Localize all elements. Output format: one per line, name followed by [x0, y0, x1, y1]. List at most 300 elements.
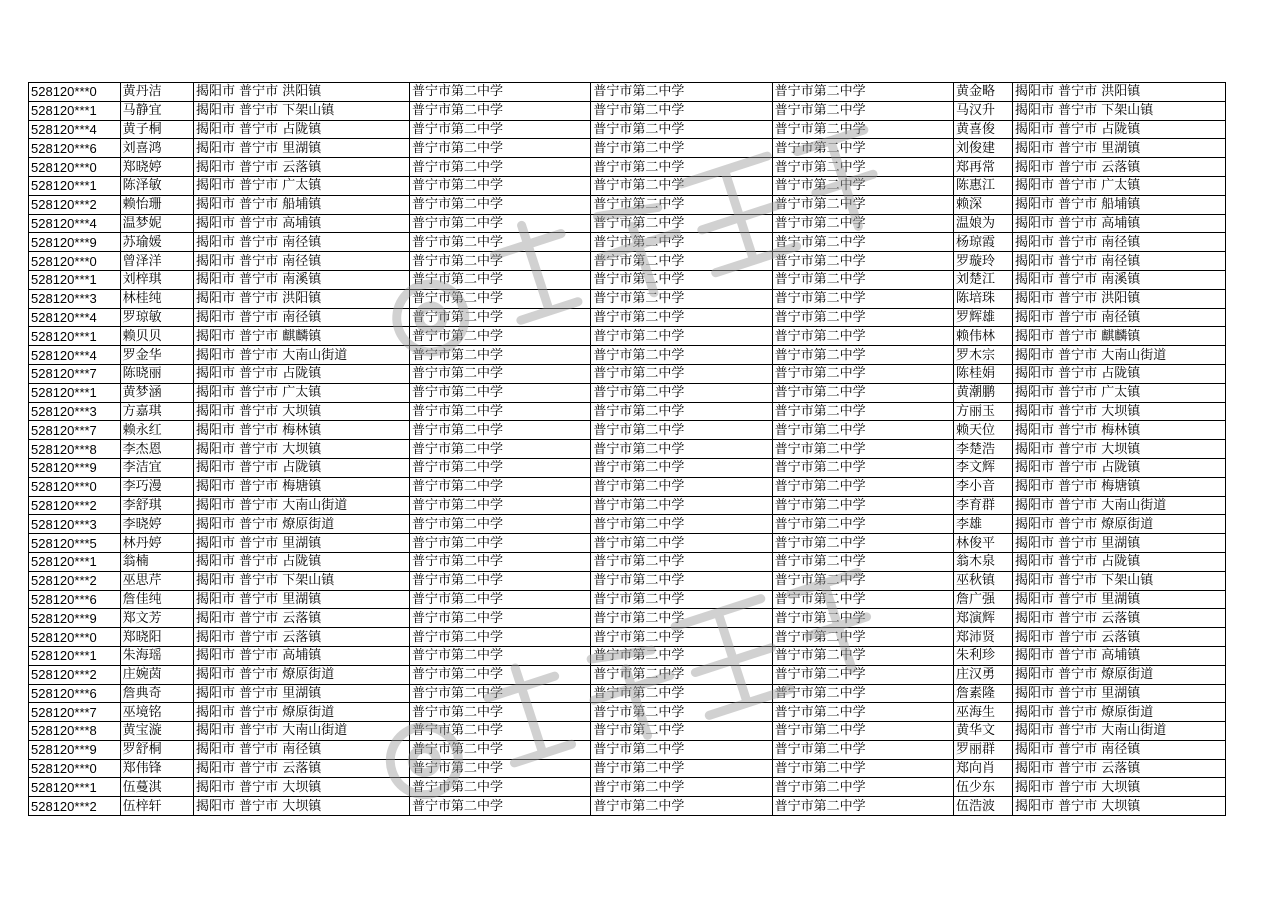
- id-number-cell: 528120***0: [29, 759, 121, 778]
- school-cell-1: 普宁市第二中学: [409, 778, 590, 797]
- school-cell-1: 普宁市第二中学: [409, 327, 590, 346]
- guardian-name-cell: 郑沛贤: [953, 628, 1012, 647]
- table-row: [29, 740, 1226, 759]
- school-cell-3: 普宁市第二中学: [772, 402, 953, 421]
- school-cell-2: 普宁市第二中学: [591, 646, 772, 665]
- table-row: [29, 440, 1226, 459]
- school-cell-1: 普宁市第二中学: [409, 101, 590, 120]
- student-address-cell: 揭阳市 普宁市 燎原街道: [194, 665, 410, 684]
- school-cell-2: 普宁市第二中学: [591, 740, 772, 759]
- school-cell-3: 普宁市第二中学: [772, 308, 953, 327]
- school-cell-1: 普宁市第二中学: [409, 684, 590, 703]
- school-cell-3: 普宁市第二中学: [772, 740, 953, 759]
- school-cell-1: 普宁市第二中学: [409, 421, 590, 440]
- table-row: [29, 327, 1226, 346]
- student-name-cell: 刘梓琪: [120, 270, 193, 289]
- table-row: [29, 665, 1226, 684]
- student-address-cell: 揭阳市 普宁市 占陇镇: [194, 552, 410, 571]
- student-name-cell: 罗琼敏: [120, 308, 193, 327]
- school-cell-1: 普宁市第二中学: [409, 83, 590, 102]
- school-cell-1: 普宁市第二中学: [409, 646, 590, 665]
- table-row: [29, 270, 1226, 289]
- table-row: [29, 364, 1226, 383]
- school-cell-1: 普宁市第二中学: [409, 270, 590, 289]
- id-number-cell: 528120***6: [29, 684, 121, 703]
- school-cell-3: 普宁市第二中学: [772, 684, 953, 703]
- student-address-cell: 揭阳市 普宁市 高埔镇: [194, 214, 410, 233]
- guardian-name-cell: 朱利珍: [953, 646, 1012, 665]
- guardian-address-cell: 揭阳市 普宁市 麒麟镇: [1013, 327, 1226, 346]
- table-row: [29, 797, 1226, 816]
- id-number-cell: 528120***9: [29, 458, 121, 477]
- student-address-cell: 揭阳市 普宁市 大坝镇: [194, 778, 410, 797]
- school-cell-2: 普宁市第二中学: [591, 421, 772, 440]
- guardian-address-cell: 揭阳市 普宁市 南径镇: [1013, 740, 1226, 759]
- school-cell-3: 普宁市第二中学: [772, 158, 953, 177]
- roster-sheet: [28, 82, 1226, 816]
- student-address-cell: 揭阳市 普宁市 下架山镇: [194, 101, 410, 120]
- guardian-name-cell: 巫海生: [953, 703, 1012, 722]
- guardian-name-cell: 李楚浩: [953, 440, 1012, 459]
- student-address-cell: 揭阳市 普宁市 大坝镇: [194, 402, 410, 421]
- school-cell-1: 普宁市第二中学: [409, 289, 590, 308]
- id-number-cell: 528120***1: [29, 552, 121, 571]
- id-number-cell: 528120***6: [29, 590, 121, 609]
- guardian-address-cell: 揭阳市 普宁市 占陇镇: [1013, 120, 1226, 139]
- guardian-address-cell: 揭阳市 普宁市 大坝镇: [1013, 778, 1226, 797]
- school-cell-2: 普宁市第二中学: [591, 552, 772, 571]
- school-cell-3: 普宁市第二中学: [772, 195, 953, 214]
- guardian-address-cell: 揭阳市 普宁市 里湖镇: [1013, 534, 1226, 553]
- school-cell-1: 普宁市第二中学: [409, 571, 590, 590]
- table-row: [29, 552, 1226, 571]
- roster-body: [29, 83, 1226, 816]
- school-cell-3: 普宁市第二中学: [772, 759, 953, 778]
- table-row: [29, 684, 1226, 703]
- guardian-name-cell: 李雄: [953, 515, 1012, 534]
- school-cell-2: 普宁市第二中学: [591, 703, 772, 722]
- student-name-cell: 黄子桐: [120, 120, 193, 139]
- id-number-cell: 528120***0: [29, 83, 121, 102]
- school-cell-1: 普宁市第二中学: [409, 402, 590, 421]
- guardian-address-cell: 揭阳市 普宁市 广太镇: [1013, 383, 1226, 402]
- id-number-cell: 528120***0: [29, 252, 121, 271]
- guardian-name-cell: 詹素隆: [953, 684, 1012, 703]
- student-name-cell: 伍蔓淇: [120, 778, 193, 797]
- table-row: [29, 703, 1226, 722]
- school-cell-1: 普宁市第二中学: [409, 703, 590, 722]
- student-address-cell: 揭阳市 普宁市 云落镇: [194, 609, 410, 628]
- student-address-cell: 揭阳市 普宁市 大南山街道: [194, 496, 410, 515]
- school-cell-3: 普宁市第二中学: [772, 83, 953, 102]
- student-name-cell: 罗舒桐: [120, 740, 193, 759]
- student-address-cell: 揭阳市 普宁市 占陇镇: [194, 458, 410, 477]
- school-cell-1: 普宁市第二中学: [409, 740, 590, 759]
- student-name-cell: 詹佳纯: [120, 590, 193, 609]
- guardian-address-cell: 揭阳市 普宁市 广太镇: [1013, 176, 1226, 195]
- school-cell-1: 普宁市第二中学: [409, 477, 590, 496]
- school-cell-1: 普宁市第二中学: [409, 515, 590, 534]
- school-cell-1: 普宁市第二中学: [409, 534, 590, 553]
- student-address-cell: 揭阳市 普宁市 南径镇: [194, 740, 410, 759]
- table-row: [29, 628, 1226, 647]
- guardian-name-cell: 罗辉雄: [953, 308, 1012, 327]
- student-name-cell: 李杰恩: [120, 440, 193, 459]
- school-cell-3: 普宁市第二中学: [772, 590, 953, 609]
- school-cell-1: 普宁市第二中学: [409, 383, 590, 402]
- guardian-name-cell: 温娘为: [953, 214, 1012, 233]
- table-row: [29, 120, 1226, 139]
- id-number-cell: 528120***2: [29, 665, 121, 684]
- school-cell-2: 普宁市第二中学: [591, 609, 772, 628]
- student-address-cell: 揭阳市 普宁市 南径镇: [194, 252, 410, 271]
- guardian-address-cell: 揭阳市 普宁市 燎原街道: [1013, 703, 1226, 722]
- guardian-address-cell: 揭阳市 普宁市 占陇镇: [1013, 364, 1226, 383]
- school-cell-2: 普宁市第二中学: [591, 722, 772, 741]
- table-row: [29, 402, 1226, 421]
- id-number-cell: 528120***1: [29, 646, 121, 665]
- id-number-cell: 528120***2: [29, 571, 121, 590]
- id-number-cell: 528120***8: [29, 722, 121, 741]
- guardian-name-cell: 陈培珠: [953, 289, 1012, 308]
- school-cell-3: 普宁市第二中学: [772, 383, 953, 402]
- table-row: [29, 421, 1226, 440]
- school-cell-3: 普宁市第二中学: [772, 609, 953, 628]
- guardian-address-cell: 揭阳市 普宁市 洪阳镇: [1013, 289, 1226, 308]
- school-cell-3: 普宁市第二中学: [772, 176, 953, 195]
- id-number-cell: 528120***7: [29, 421, 121, 440]
- school-cell-2: 普宁市第二中学: [591, 139, 772, 158]
- school-cell-2: 普宁市第二中学: [591, 214, 772, 233]
- school-cell-3: 普宁市第二中学: [772, 139, 953, 158]
- student-name-cell: 李舒琪: [120, 496, 193, 515]
- school-cell-3: 普宁市第二中学: [772, 214, 953, 233]
- student-address-cell: 揭阳市 普宁市 梅林镇: [194, 421, 410, 440]
- guardian-name-cell: 赖天位: [953, 421, 1012, 440]
- student-name-cell: 郑晓婷: [120, 158, 193, 177]
- school-cell-1: 普宁市第二中学: [409, 158, 590, 177]
- guardian-address-cell: 揭阳市 普宁市 里湖镇: [1013, 590, 1226, 609]
- guardian-address-cell: 揭阳市 普宁市 南溪镇: [1013, 270, 1226, 289]
- table-row: [29, 778, 1226, 797]
- school-cell-2: 普宁市第二中学: [591, 684, 772, 703]
- school-cell-2: 普宁市第二中学: [591, 797, 772, 816]
- id-number-cell: 528120***4: [29, 214, 121, 233]
- student-name-cell: 曾泽洋: [120, 252, 193, 271]
- id-number-cell: 528120***0: [29, 158, 121, 177]
- student-address-cell: 揭阳市 普宁市 燎原街道: [194, 515, 410, 534]
- school-cell-2: 普宁市第二中学: [591, 759, 772, 778]
- student-name-cell: 庄婉茵: [120, 665, 193, 684]
- id-number-cell: 528120***2: [29, 496, 121, 515]
- school-cell-3: 普宁市第二中学: [772, 327, 953, 346]
- table-row: [29, 496, 1226, 515]
- school-cell-1: 普宁市第二中学: [409, 252, 590, 271]
- table-row: [29, 759, 1226, 778]
- guardian-name-cell: 郑再常: [953, 158, 1012, 177]
- school-cell-3: 普宁市第二中学: [772, 703, 953, 722]
- student-address-cell: 揭阳市 普宁市 燎原街道: [194, 703, 410, 722]
- table-row: [29, 252, 1226, 271]
- school-cell-2: 普宁市第二中学: [591, 590, 772, 609]
- school-cell-3: 普宁市第二中学: [772, 346, 953, 365]
- school-cell-2: 普宁市第二中学: [591, 628, 772, 647]
- school-cell-2: 普宁市第二中学: [591, 120, 772, 139]
- student-name-cell: 黄宝漩: [120, 722, 193, 741]
- school-cell-2: 普宁市第二中学: [591, 327, 772, 346]
- student-name-cell: 黄梦涵: [120, 383, 193, 402]
- school-cell-3: 普宁市第二中学: [772, 722, 953, 741]
- guardian-address-cell: 揭阳市 普宁市 大南山街道: [1013, 346, 1226, 365]
- school-cell-2: 普宁市第二中学: [591, 477, 772, 496]
- school-cell-3: 普宁市第二中学: [772, 797, 953, 816]
- school-cell-3: 普宁市第二中学: [772, 552, 953, 571]
- guardian-name-cell: 马汉升: [953, 101, 1012, 120]
- student-name-cell: 刘喜鸿: [120, 139, 193, 158]
- school-cell-3: 普宁市第二中学: [772, 440, 953, 459]
- student-address-cell: 揭阳市 普宁市 里湖镇: [194, 139, 410, 158]
- guardian-name-cell: 黄潮鹏: [953, 383, 1012, 402]
- student-address-cell: 揭阳市 普宁市 云落镇: [194, 759, 410, 778]
- student-name-cell: 黄丹洁: [120, 83, 193, 102]
- school-cell-2: 普宁市第二中学: [591, 571, 772, 590]
- guardian-name-cell: 翁木泉: [953, 552, 1012, 571]
- guardian-name-cell: 黄喜俊: [953, 120, 1012, 139]
- table-row: [29, 195, 1226, 214]
- school-cell-2: 普宁市第二中学: [591, 515, 772, 534]
- guardian-address-cell: 揭阳市 普宁市 占陇镇: [1013, 552, 1226, 571]
- student-name-cell: 温梦妮: [120, 214, 193, 233]
- school-cell-3: 普宁市第二中学: [772, 496, 953, 515]
- student-address-cell: 揭阳市 普宁市 南径镇: [194, 233, 410, 252]
- guardian-address-cell: 揭阳市 普宁市 梅林镇: [1013, 421, 1226, 440]
- table-row: [29, 233, 1226, 252]
- school-cell-1: 普宁市第二中学: [409, 590, 590, 609]
- guardian-address-cell: 揭阳市 普宁市 云落镇: [1013, 158, 1226, 177]
- student-name-cell: 赖贝贝: [120, 327, 193, 346]
- school-cell-1: 普宁市第二中学: [409, 214, 590, 233]
- id-number-cell: 528120***2: [29, 195, 121, 214]
- student-name-cell: 巫思芹: [120, 571, 193, 590]
- school-cell-3: 普宁市第二中学: [772, 477, 953, 496]
- id-number-cell: 528120***1: [29, 778, 121, 797]
- id-number-cell: 528120***9: [29, 233, 121, 252]
- student-address-cell: 揭阳市 普宁市 大南山街道: [194, 722, 410, 741]
- id-number-cell: 528120***1: [29, 270, 121, 289]
- guardian-name-cell: 杨琼霞: [953, 233, 1012, 252]
- guardian-address-cell: 揭阳市 普宁市 南径镇: [1013, 308, 1226, 327]
- school-cell-1: 普宁市第二中学: [409, 346, 590, 365]
- school-cell-1: 普宁市第二中学: [409, 797, 590, 816]
- school-cell-1: 普宁市第二中学: [409, 609, 590, 628]
- student-address-cell: 揭阳市 普宁市 洪阳镇: [194, 83, 410, 102]
- school-cell-1: 普宁市第二中学: [409, 665, 590, 684]
- table-row: [29, 609, 1226, 628]
- school-cell-3: 普宁市第二中学: [772, 515, 953, 534]
- id-number-cell: 528120***9: [29, 609, 121, 628]
- id-number-cell: 528120***0: [29, 477, 121, 496]
- school-cell-2: 普宁市第二中学: [591, 346, 772, 365]
- student-name-cell: 李洁宜: [120, 458, 193, 477]
- table-row: [29, 289, 1226, 308]
- guardian-address-cell: 揭阳市 普宁市 大坝镇: [1013, 440, 1226, 459]
- student-address-cell: 揭阳市 普宁市 广太镇: [194, 176, 410, 195]
- guardian-address-cell: 揭阳市 普宁市 高埔镇: [1013, 646, 1226, 665]
- school-cell-3: 普宁市第二中学: [772, 458, 953, 477]
- table-row: [29, 534, 1226, 553]
- school-cell-3: 普宁市第二中学: [772, 289, 953, 308]
- student-name-cell: 郑文芳: [120, 609, 193, 628]
- guardian-address-cell: 揭阳市 普宁市 占陇镇: [1013, 458, 1226, 477]
- table-row: [29, 458, 1226, 477]
- student-name-cell: 郑晓阳: [120, 628, 193, 647]
- table-row: [29, 383, 1226, 402]
- table-row: [29, 139, 1226, 158]
- guardian-name-cell: 李文辉: [953, 458, 1012, 477]
- student-address-cell: 揭阳市 普宁市 南溪镇: [194, 270, 410, 289]
- school-cell-2: 普宁市第二中学: [591, 440, 772, 459]
- student-address-cell: 揭阳市 普宁市 占陇镇: [194, 120, 410, 139]
- student-name-cell: 李巧漫: [120, 477, 193, 496]
- id-number-cell: 528120***0: [29, 628, 121, 647]
- student-address-cell: 揭阳市 普宁市 云落镇: [194, 158, 410, 177]
- student-address-cell: 揭阳市 普宁市 大坝镇: [194, 440, 410, 459]
- id-number-cell: 528120***5: [29, 534, 121, 553]
- student-name-cell: 郑伟锋: [120, 759, 193, 778]
- id-number-cell: 528120***9: [29, 740, 121, 759]
- school-cell-1: 普宁市第二中学: [409, 458, 590, 477]
- table-row: [29, 590, 1226, 609]
- guardian-name-cell: 方丽玉: [953, 402, 1012, 421]
- school-cell-1: 普宁市第二中学: [409, 139, 590, 158]
- id-number-cell: 528120***6: [29, 139, 121, 158]
- guardian-name-cell: 陈桂娟: [953, 364, 1012, 383]
- school-cell-3: 普宁市第二中学: [772, 628, 953, 647]
- guardian-address-cell: 揭阳市 普宁市 云落镇: [1013, 609, 1226, 628]
- guardian-address-cell: 揭阳市 普宁市 云落镇: [1013, 759, 1226, 778]
- guardian-name-cell: 郑演辉: [953, 609, 1012, 628]
- student-name-cell: 朱海瑶: [120, 646, 193, 665]
- student-name-cell: 赖怡珊: [120, 195, 193, 214]
- student-address-cell: 揭阳市 普宁市 洪阳镇: [194, 289, 410, 308]
- guardian-name-cell: 赖伟林: [953, 327, 1012, 346]
- guardian-name-cell: 林俊平: [953, 534, 1012, 553]
- guardian-address-cell: 揭阳市 普宁市 下架山镇: [1013, 101, 1226, 120]
- school-cell-2: 普宁市第二中学: [591, 252, 772, 271]
- school-cell-2: 普宁市第二中学: [591, 308, 772, 327]
- school-cell-3: 普宁市第二中学: [772, 778, 953, 797]
- table-row: [29, 158, 1226, 177]
- student-name-cell: 伍梓轩: [120, 797, 193, 816]
- id-number-cell: 528120***7: [29, 703, 121, 722]
- id-number-cell: 528120***1: [29, 176, 121, 195]
- student-address-cell: 揭阳市 普宁市 高埔镇: [194, 646, 410, 665]
- id-number-cell: 528120***4: [29, 308, 121, 327]
- school-cell-2: 普宁市第二中学: [591, 158, 772, 177]
- school-cell-3: 普宁市第二中学: [772, 233, 953, 252]
- student-address-cell: 揭阳市 普宁市 大南山街道: [194, 346, 410, 365]
- student-name-cell: 罗金华: [120, 346, 193, 365]
- school-cell-2: 普宁市第二中学: [591, 176, 772, 195]
- guardian-address-cell: 揭阳市 普宁市 大南山街道: [1013, 496, 1226, 515]
- student-address-cell: 揭阳市 普宁市 南径镇: [194, 308, 410, 327]
- guardian-name-cell: 郑向肖: [953, 759, 1012, 778]
- school-cell-2: 普宁市第二中学: [591, 270, 772, 289]
- school-cell-1: 普宁市第二中学: [409, 496, 590, 515]
- guardian-name-cell: 赖深: [953, 195, 1012, 214]
- student-name-cell: 马静宜: [120, 101, 193, 120]
- id-number-cell: 528120***7: [29, 364, 121, 383]
- guardian-address-cell: 揭阳市 普宁市 大南山街道: [1013, 722, 1226, 741]
- id-number-cell: 528120***2: [29, 797, 121, 816]
- student-address-cell: 揭阳市 普宁市 广太镇: [194, 383, 410, 402]
- student-name-cell: 苏瑜媛: [120, 233, 193, 252]
- roster-table: [28, 82, 1226, 816]
- student-name-cell: 陈泽敏: [120, 176, 193, 195]
- school-cell-2: 普宁市第二中学: [591, 83, 772, 102]
- school-cell-1: 普宁市第二中学: [409, 364, 590, 383]
- guardian-address-cell: 揭阳市 普宁市 下架山镇: [1013, 571, 1226, 590]
- table-row: [29, 477, 1226, 496]
- student-address-cell: 揭阳市 普宁市 里湖镇: [194, 534, 410, 553]
- table-row: [29, 83, 1226, 102]
- school-cell-1: 普宁市第二中学: [409, 628, 590, 647]
- guardian-address-cell: 揭阳市 普宁市 里湖镇: [1013, 684, 1226, 703]
- student-name-cell: 赖永红: [120, 421, 193, 440]
- guardian-name-cell: 黄金略: [953, 83, 1012, 102]
- guardian-name-cell: 李育群: [953, 496, 1012, 515]
- school-cell-2: 普宁市第二中学: [591, 496, 772, 515]
- student-name-cell: 翁楠: [120, 552, 193, 571]
- school-cell-3: 普宁市第二中学: [772, 270, 953, 289]
- school-cell-2: 普宁市第二中学: [591, 778, 772, 797]
- student-name-cell: 方嘉琪: [120, 402, 193, 421]
- table-row: [29, 571, 1226, 590]
- student-name-cell: 詹典奇: [120, 684, 193, 703]
- school-cell-1: 普宁市第二中学: [409, 552, 590, 571]
- student-address-cell: 揭阳市 普宁市 大坝镇: [194, 797, 410, 816]
- student-name-cell: 陈晓丽: [120, 364, 193, 383]
- school-cell-3: 普宁市第二中学: [772, 364, 953, 383]
- student-name-cell: 林桂纯: [120, 289, 193, 308]
- guardian-address-cell: 揭阳市 普宁市 船埔镇: [1013, 195, 1226, 214]
- guardian-address-cell: 揭阳市 普宁市 燎原街道: [1013, 665, 1226, 684]
- school-cell-3: 普宁市第二中学: [772, 120, 953, 139]
- student-address-cell: 揭阳市 普宁市 里湖镇: [194, 684, 410, 703]
- guardian-address-cell: 揭阳市 普宁市 云落镇: [1013, 628, 1226, 647]
- id-number-cell: 528120***1: [29, 383, 121, 402]
- school-cell-3: 普宁市第二中学: [772, 534, 953, 553]
- school-cell-1: 普宁市第二中学: [409, 120, 590, 139]
- id-number-cell: 528120***8: [29, 440, 121, 459]
- guardian-name-cell: 罗璇玲: [953, 252, 1012, 271]
- student-address-cell: 揭阳市 普宁市 里湖镇: [194, 590, 410, 609]
- guardian-name-cell: 伍浩波: [953, 797, 1012, 816]
- guardian-name-cell: 刘楚江: [953, 270, 1012, 289]
- guardian-name-cell: 巫秋镇: [953, 571, 1012, 590]
- student-address-cell: 揭阳市 普宁市 占陇镇: [194, 364, 410, 383]
- school-cell-1: 普宁市第二中学: [409, 195, 590, 214]
- school-cell-3: 普宁市第二中学: [772, 252, 953, 271]
- school-cell-3: 普宁市第二中学: [772, 665, 953, 684]
- table-row: [29, 346, 1226, 365]
- school-cell-1: 普宁市第二中学: [409, 722, 590, 741]
- table-row: [29, 646, 1226, 665]
- table-row: [29, 308, 1226, 327]
- student-address-cell: 揭阳市 普宁市 梅塘镇: [194, 477, 410, 496]
- school-cell-1: 普宁市第二中学: [409, 440, 590, 459]
- student-name-cell: 李晓婷: [120, 515, 193, 534]
